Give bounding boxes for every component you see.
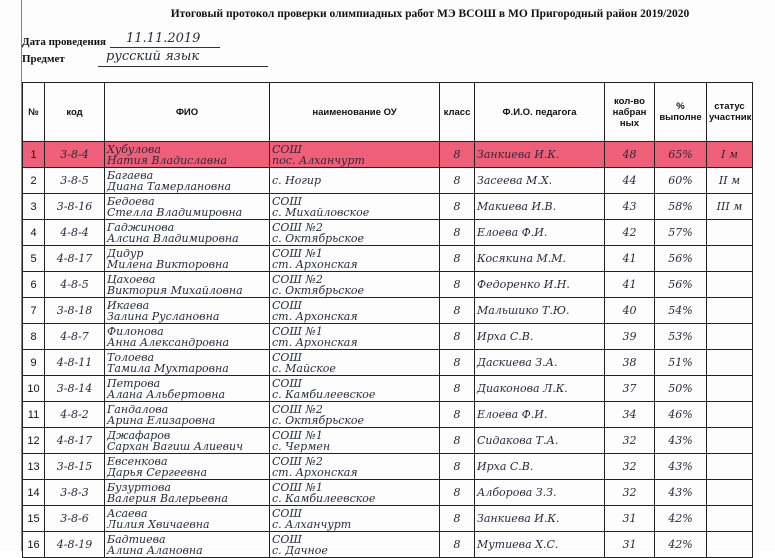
participant-name-line1: Гандалова xyxy=(107,402,169,416)
table-row xyxy=(23,220,753,246)
school-name xyxy=(270,194,440,220)
participant-name xyxy=(105,402,270,428)
school-name-line2: с. Октябрьское xyxy=(272,413,365,427)
participant-code: 3-8-18 xyxy=(45,298,105,324)
participant-name-line1: Хубулова xyxy=(107,142,161,156)
table-row xyxy=(23,194,753,220)
status-value xyxy=(707,428,753,454)
percent-value: 57% xyxy=(655,220,707,246)
score-value: 31 xyxy=(605,506,655,532)
school-name xyxy=(270,428,440,454)
school-name-line2: ст. Архонская xyxy=(272,257,358,271)
teacher-name: Косякина М.М. xyxy=(475,246,605,272)
teacher-name: Федоренко И.Н. xyxy=(475,272,605,298)
participant-name-line2: Сархан Вагиш Алиевич xyxy=(107,439,243,453)
participant-code: 4-8-2 xyxy=(45,402,105,428)
col-header-number: № xyxy=(23,83,45,142)
participant-name xyxy=(105,350,270,376)
score-value: 39 xyxy=(605,324,655,350)
score-value: 32 xyxy=(605,480,655,506)
participant-name-line2: Стелла Владимировна xyxy=(107,205,243,219)
school-name-line2: ст. Архонская xyxy=(272,335,358,349)
percent-value: 60% xyxy=(655,168,707,194)
status-value xyxy=(707,480,753,506)
percent-value: 58% xyxy=(655,194,707,220)
class-value: 8 xyxy=(440,454,475,480)
table-row xyxy=(23,454,753,480)
teacher-name: Ирха С.В. xyxy=(475,454,605,480)
school-name xyxy=(270,376,440,402)
school-name xyxy=(270,350,440,376)
school-name xyxy=(270,480,440,506)
school-name-line2: с. Дачное xyxy=(272,543,328,557)
score-value: 42 xyxy=(605,220,655,246)
status-value xyxy=(707,350,753,376)
col-header-score: кол-во набран ных xyxy=(605,83,655,142)
teacher-name: Даскиева З.А. xyxy=(475,350,605,376)
class-value: 8 xyxy=(440,376,475,402)
participant-name-line2: Виктория Михайловна xyxy=(107,283,243,297)
row-number: 9 xyxy=(23,350,45,376)
participant-name-line2: Алсина Владимировна xyxy=(107,231,239,245)
school-name xyxy=(270,454,440,480)
table-row xyxy=(23,142,753,168)
participant-name-line2: Натия Владиславна xyxy=(107,153,228,167)
class-value: 8 xyxy=(440,532,475,558)
school-name-line2: с. Октябрьское xyxy=(272,283,365,297)
table-row xyxy=(23,532,753,558)
row-number: 3 xyxy=(23,194,45,220)
participant-name-line1: Петрова xyxy=(107,376,161,390)
participant-name xyxy=(105,272,270,298)
table-row xyxy=(23,506,753,532)
row-number: 15 xyxy=(23,506,45,532)
score-value: 44 xyxy=(605,168,655,194)
status-value xyxy=(707,246,753,272)
participant-name-line1: Цахоева xyxy=(107,272,156,286)
school-name xyxy=(270,246,440,272)
percent-value: 43% xyxy=(655,454,707,480)
row-number: 8 xyxy=(23,324,45,350)
subject-value: русский язык xyxy=(106,49,200,64)
score-value: 32 xyxy=(605,428,655,454)
percent-value: 42% xyxy=(655,532,707,558)
teacher-name: Мальшико Т.Ю. xyxy=(475,298,605,324)
date-label: Дата проведения xyxy=(22,36,107,48)
participant-code: 4-8-4 xyxy=(45,220,105,246)
col-header-fio: ФИО xyxy=(105,83,270,142)
col-header-teacher: Ф.И.О. педагога xyxy=(475,83,605,142)
school-name-line2: с. Майское xyxy=(272,361,336,375)
participant-name xyxy=(105,324,270,350)
participant-name-line2: Лилия Хвичаевна xyxy=(107,517,210,531)
participant-name-line2: Тамила Мухтаровна xyxy=(107,361,229,375)
table-row xyxy=(23,402,753,428)
school-name-line1: СОШ №1 xyxy=(272,428,323,442)
participant-name-line2: Милена Викторовна xyxy=(107,257,229,271)
class-value: 8 xyxy=(440,220,475,246)
participant-code: 3-8-6 xyxy=(45,506,105,532)
class-value: 8 xyxy=(440,428,475,454)
row-number: 6 xyxy=(23,272,45,298)
col-header-school: наименование ОУ xyxy=(270,83,440,142)
status-value xyxy=(707,532,753,558)
score-value: 43 xyxy=(605,194,655,220)
col-header-code: код xyxy=(45,83,105,142)
participant-name xyxy=(105,246,270,272)
participant-name xyxy=(105,480,270,506)
row-number: 16 xyxy=(23,532,45,558)
school-name-line1: СОШ xyxy=(272,506,302,520)
teacher-name: Сидакова Т.А. xyxy=(475,428,605,454)
school-name-line1: СОШ №2 xyxy=(272,272,323,286)
table-row xyxy=(23,272,753,298)
document-title: Итоговый протокол проверки олимпиадных работ МЭ ВСОШ в МО Пригородный район 2019/2020 xyxy=(170,8,690,20)
school-name-line2: с. Камбилеевское xyxy=(272,491,376,505)
percent-value: 43% xyxy=(655,428,707,454)
participant-code: 3-8-16 xyxy=(45,194,105,220)
participant-name-line1: Бедоева xyxy=(107,194,155,208)
score-value: 38 xyxy=(605,350,655,376)
participant-name-line2: Дарья Сергеевна xyxy=(107,465,208,479)
status-value xyxy=(707,324,753,350)
row-number: 1 xyxy=(23,142,45,168)
class-value: 8 xyxy=(440,298,475,324)
participant-name-line1: Филонова xyxy=(107,324,164,338)
school-name-line2: с. Октябрьское xyxy=(272,231,365,245)
row-number: 7 xyxy=(23,298,45,324)
participant-name xyxy=(105,532,270,558)
table-row xyxy=(23,480,753,506)
status-value xyxy=(707,454,753,480)
row-number: 2 xyxy=(23,168,45,194)
class-value: 8 xyxy=(440,194,475,220)
school-name xyxy=(270,532,440,558)
participant-name-line1: Бузуртова xyxy=(107,480,171,494)
school-name-line1: СОШ xyxy=(272,350,302,364)
teacher-name: Елоева Ф.И. xyxy=(475,402,605,428)
score-value: 41 xyxy=(605,246,655,272)
participant-name xyxy=(105,298,270,324)
school-name-line1: СОШ №2 xyxy=(272,402,323,416)
table-row xyxy=(23,324,753,350)
participant-name xyxy=(105,194,270,220)
school-name-line2: с. Михайловское xyxy=(272,205,370,219)
table-row xyxy=(23,246,753,272)
participant-name xyxy=(105,220,270,246)
school-name xyxy=(270,142,440,168)
school-name xyxy=(270,402,440,428)
table-row xyxy=(23,376,753,402)
score-value: 32 xyxy=(605,454,655,480)
class-value: 8 xyxy=(440,506,475,532)
table-row xyxy=(23,298,753,324)
school-name-line2: пос. Алханчурт xyxy=(272,153,365,167)
participant-name-line1: Джафаров xyxy=(107,428,171,442)
subject-label: Предмет xyxy=(22,53,65,65)
status-value: II м xyxy=(707,168,753,194)
status-value xyxy=(707,298,753,324)
percent-value: 43% xyxy=(655,480,707,506)
percent-value: 50% xyxy=(655,376,707,402)
participant-code: 3-8-4 xyxy=(45,142,105,168)
percent-value: 56% xyxy=(655,246,707,272)
col-header-percent: % выполне xyxy=(655,83,707,142)
school-name-line1: СОШ №1 xyxy=(272,324,323,338)
teacher-name: Диаконова Л.К. xyxy=(475,376,605,402)
table-row xyxy=(23,168,753,194)
table-row xyxy=(23,350,753,376)
participant-code: 4-8-19 xyxy=(45,532,105,558)
status-value xyxy=(707,272,753,298)
row-number: 11 xyxy=(23,402,45,428)
class-value: 8 xyxy=(440,402,475,428)
participant-code: 4-8-7 xyxy=(45,324,105,350)
school-name xyxy=(270,506,440,532)
participant-code: 3-8-3 xyxy=(45,480,105,506)
participant-name xyxy=(105,376,270,402)
class-value: 8 xyxy=(440,142,475,168)
teacher-name: Занкиева И.К. xyxy=(475,506,605,532)
score-value: 37 xyxy=(605,376,655,402)
school-name-line1: СОШ xyxy=(272,298,302,312)
table-header-row xyxy=(23,83,753,142)
participant-name xyxy=(105,142,270,168)
school-name-line2: с. Ногир xyxy=(272,174,322,187)
school-name xyxy=(270,272,440,298)
participant-code: 4-8-17 xyxy=(45,246,105,272)
school-name-line1: СОШ xyxy=(272,142,302,156)
status-value xyxy=(707,402,753,428)
participant-name-line1: Толоева xyxy=(107,350,155,364)
percent-value: 54% xyxy=(655,298,707,324)
row-number: 5 xyxy=(23,246,45,272)
score-value: 31 xyxy=(605,532,655,558)
participant-name-line2: Алана Альбертовна xyxy=(107,387,226,401)
participant-code: 3-8-5 xyxy=(45,168,105,194)
school-name-line2: с. Алханчурт xyxy=(272,517,352,531)
percent-value: 65% xyxy=(655,142,707,168)
participant-name xyxy=(105,506,270,532)
row-number: 13 xyxy=(23,454,45,480)
class-value: 8 xyxy=(440,246,475,272)
teacher-name: Елоева Ф.И. xyxy=(475,220,605,246)
score-value: 48 xyxy=(605,142,655,168)
participant-name-line2: Залина Руслановна xyxy=(107,309,220,323)
participant-name-line1: Евсенкова xyxy=(107,454,168,468)
teacher-name: Занкиева И.К. xyxy=(475,142,605,168)
status-value: I м xyxy=(707,142,753,168)
school-name-line2: с. Камбилеевское xyxy=(272,387,376,401)
teacher-name: Алборова З.З. xyxy=(475,480,605,506)
participant-code: 3-8-15 xyxy=(45,454,105,480)
school-name-line1: СОШ xyxy=(272,532,302,546)
school-name-line1: СОШ xyxy=(272,194,302,208)
school-name xyxy=(270,168,440,194)
participant-name xyxy=(105,428,270,454)
participant-name-line1: Гаджинова xyxy=(107,220,175,234)
school-name-line1: СОШ xyxy=(272,376,302,390)
school-name-line2: ст. Архонская xyxy=(272,309,358,323)
participant-name-line1: Багаева xyxy=(107,168,154,182)
class-value: 8 xyxy=(440,350,475,376)
row-number: 14 xyxy=(23,480,45,506)
participant-code: 4-8-17 xyxy=(45,428,105,454)
school-name-line1: СОШ №2 xyxy=(272,454,323,468)
percent-value: 46% xyxy=(655,402,707,428)
teacher-name: Ирха С.В. xyxy=(475,324,605,350)
participant-code: 4-8-11 xyxy=(45,350,105,376)
teacher-name: Засеева М.Х. xyxy=(475,168,605,194)
status-value: III м xyxy=(707,194,753,220)
col-header-status: статус участник xyxy=(707,83,753,142)
participant-name-line2: Валерия Валерьевна xyxy=(107,491,228,505)
row-number: 12 xyxy=(23,428,45,454)
results-table xyxy=(22,82,753,558)
school-name-line1: СОШ №1 xyxy=(272,246,323,260)
participant-name-line2: Диана Тамерлановна xyxy=(107,179,232,193)
score-value: 40 xyxy=(605,298,655,324)
participant-name-line2: Алина Алановна xyxy=(107,543,203,557)
score-value: 34 xyxy=(605,402,655,428)
score-value: 41 xyxy=(605,272,655,298)
school-name xyxy=(270,324,440,350)
participant-name xyxy=(105,454,270,480)
table-row xyxy=(23,428,753,454)
class-value: 8 xyxy=(440,168,475,194)
percent-value: 53% xyxy=(655,324,707,350)
date-underline xyxy=(110,47,220,48)
school-name-line2: с. Чермен xyxy=(272,439,331,453)
row-number: 10 xyxy=(23,376,45,402)
status-value xyxy=(707,506,753,532)
participant-name-line2: Анна Александровна xyxy=(107,335,230,349)
school-name-line2: ст. Архонская xyxy=(272,465,358,479)
school-name-line1: СОШ №1 xyxy=(272,480,323,494)
participant-name-line2: Арина Елизаровна xyxy=(107,413,216,427)
percent-value: 42% xyxy=(655,506,707,532)
school-name xyxy=(270,298,440,324)
col-header-class: класс xyxy=(440,83,475,142)
subject-underline xyxy=(98,66,268,67)
percent-value: 56% xyxy=(655,272,707,298)
date-value: 11.11.2019 xyxy=(126,31,201,46)
percent-value: 51% xyxy=(655,350,707,376)
participant-name-line1: Дидур xyxy=(107,246,144,260)
teacher-name: Мутиева Х.С. xyxy=(475,532,605,558)
class-value: 8 xyxy=(440,324,475,350)
school-name-line1: СОШ №2 xyxy=(272,220,323,234)
class-value: 8 xyxy=(440,480,475,506)
participant-code: 4-8-5 xyxy=(45,272,105,298)
participant-name-line1: Бадтиева xyxy=(107,532,166,546)
row-number: 4 xyxy=(23,220,45,246)
school-name xyxy=(270,220,440,246)
class-value: 8 xyxy=(440,272,475,298)
participant-name xyxy=(105,168,270,194)
participant-name-line1: Асаева xyxy=(107,506,148,520)
teacher-name: Макиева И.В. xyxy=(475,194,605,220)
participant-name-line1: Икаева xyxy=(107,298,150,312)
status-value xyxy=(707,220,753,246)
participant-code: 3-8-14 xyxy=(45,376,105,402)
status-value xyxy=(707,376,753,402)
